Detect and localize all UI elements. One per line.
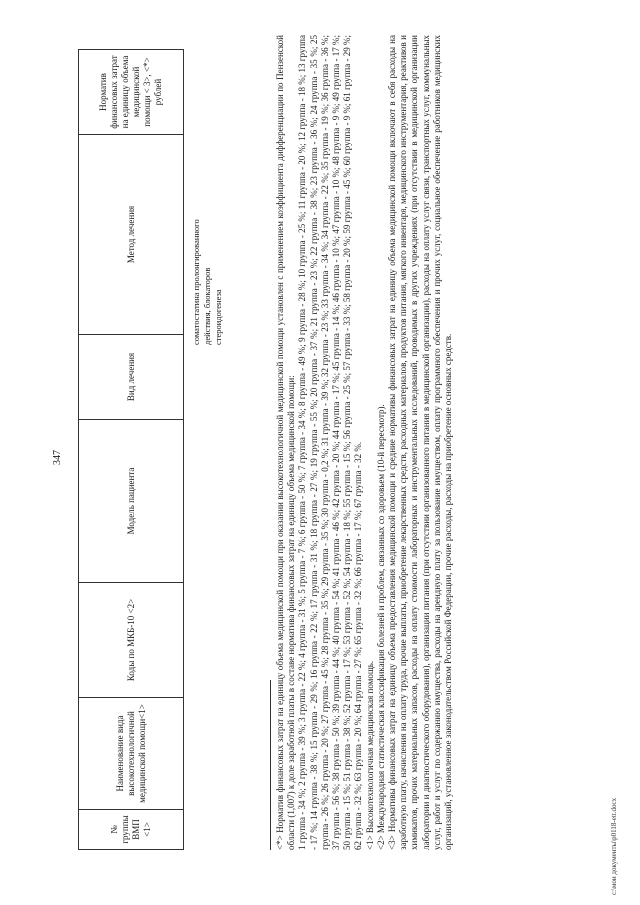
method-line: действия, блокаторов: [202, 267, 212, 345]
header-group-number: № группы ВМП <1>: [79, 810, 184, 850]
header-treatment-method: Метод лечения: [79, 135, 184, 335]
method-line: стероидогенеза: [213, 289, 223, 345]
footer-file-path: c:\мои документы\p0118-ett.docx: [610, 797, 618, 895]
star-note: <*> Норматив финансовых затрат на единицу объема медицинской помощи при оказании высокотехнологичной медицинской помощи установлен с применением коэффициента дифференциации по Пензенской области (1,007) к доле заработной платы в составе норматива финансовых затрат на единицу объема медицинской помощи:: [275, 35, 297, 850]
header-treatment-type: Вид лечения: [79, 335, 184, 420]
footnotes: [275, 35, 454, 850]
header-financial-norm: Норматив финансовых затрат на единицу объема медицинской помощи < 3>, <*> рублей: [79, 50, 184, 135]
table-header: [78, 49, 184, 850]
header-vmp-name: Наименование вида высокотехнологичной медицинской помощи<1>: [79, 698, 184, 810]
footnote-3: <3> Нормативы финансовых затрат на единицу объема предоставления медицинской помощи и средние нормативы финансовых затрат на единицу объема медицинской помощи включают в себя расходы на заработную плату, начисления на оплату труда, прочие выплаты, приобретение лекарственных средств, расходных материалов, продуктов питания, мягкого инвентаря, медицинского инструментария, реактивов и химикатов, прочих материальных запасов, расходы на оплату стоимости лабораторных и инструментальных исследований, проводимых в других учреждениях (при отсутствии в медицинской организации лаборатории и диагностического оборудования), организации питания (при отсутствии организованного питания в медицинской организации), расходы на оплату услуг связи, транспортных услуг, коммунальных услуг, работ и услуг по содержанию имущества, расходы на арендную плату за пользование имуществом, оплату программного обеспечения и прочих услуг, социальное обеспечение работников медицинских организаций, установленное законодательством Российской Федерации, прочие расходы, расходы на приобретение основных средств.: [387, 35, 454, 850]
footnote-1: <1> Высокотехнологичная медицинская помощь.: [364, 660, 375, 850]
page-number: 347: [52, 450, 63, 465]
group-percentages: 1 группа - 34 %; 2 группа - 39 %; 3 группа - 22 %; 4 группа - 31 %; 5 группа - 7 %; 6 группа - 50 %; 7 группа - 34 %; 8 группа - 49 %; 9 группа - 28 %; 10 группа - 25 %; 11 группа - 20 %; 12 группа - 18 %; 13 группа - 17 %; 14 группа - 38 %; 15 группа - 29 %; 16 группа - 22 %; 17 группа - 31 %; 18 группа - 27 %; 19 группа - 55 %; 20 группа - 37 %; 21 группа - 23 %; 22 группа - 38 %; 23 группа - 36 %; 24 группа - 35 %; 25 группа - 26 %; 26 группа - 20 %; 27 группа - 45 %; 28 группа - 35 %; 29 группа - 35 %; 30 группа - 0,2 %; 31 группа - 39 %; 32 группа - 23 %; 33 группа - 34 %; 34 группа - 22 %; 35 группа - 19 %; 36 группа - 36 %; 37 группа - 56 %; 38 группа - 50 %; 39 группа - 44 %; 40 группа - 54 %; 41 группа - 46 %; 42 группа - 20 %; 44 группа - 17 %; 45 группа - 14 %; 46 группа - 10 %; 47 группа - 10 %; 48 группа - 9 %; 49 группа - 17 %; 50 группа - 15 %; 51 группа - 38 %; 52 группа - 17 %; 53 группа - 52 %; 54 группа - 18 %; 55 группа - 15 %; 56 группа - 25 %; 57 группа - 33 %; 58 группа - 20 %; 59 группа - 45 %; 60 группа - 9 %; 61 группа - 29 %; 62 группа - 32 %; 63 группа - 20 %; 64 группа - 27 %; 65 группа - 32 %; 66 группа - 17 %; 67 группа - 32 %.: [297, 35, 364, 850]
method-line: соматостатина пролонгированного: [191, 219, 201, 345]
footnote-divider: [270, 680, 271, 850]
method-continuation: [191, 195, 224, 345]
header-patient-model: Модель пациента: [79, 420, 184, 583]
footnote-2: <2> Международная статистическая классификация болезней и проблем, связанных со здоровьем (10-й пересмотр).: [375, 404, 386, 850]
header-mkb-codes: Коды по МКБ-10 <2>: [79, 583, 184, 698]
